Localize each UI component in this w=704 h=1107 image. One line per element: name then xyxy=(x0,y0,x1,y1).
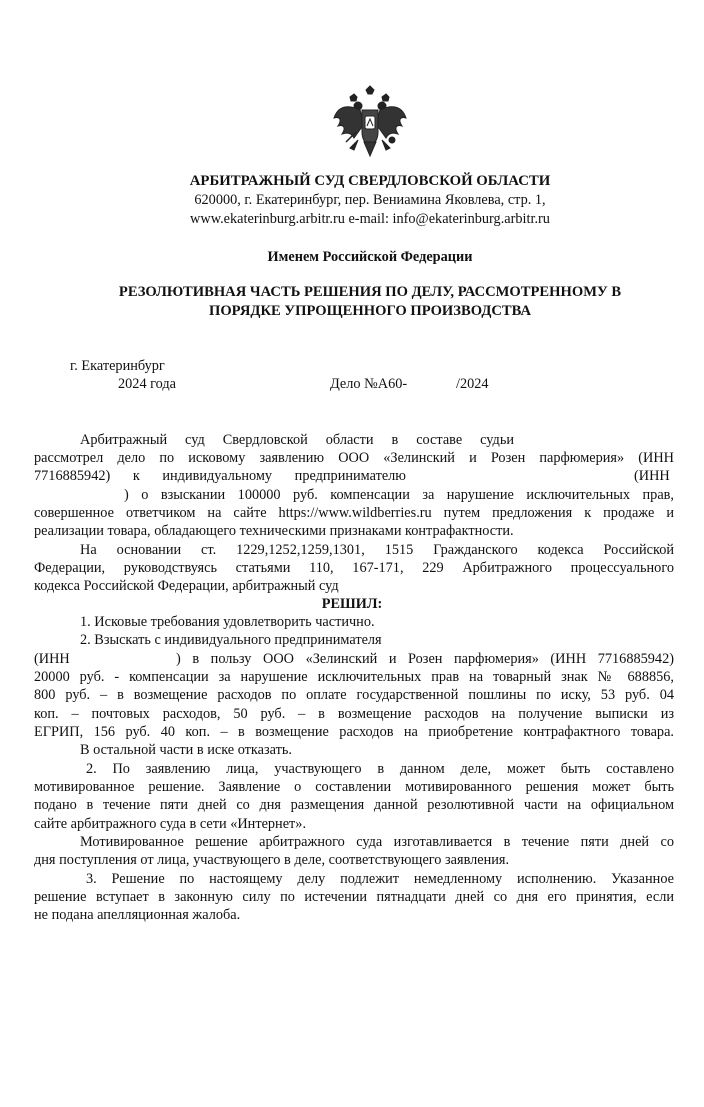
paragraph-line: ) в пользу ООО «Зелинский и Розен парфюмерия» (ИНН 7716885942) xyxy=(176,651,674,667)
court-contacts: www.ekaterinburg.arbitr.ru e-mail: info@ekaterinburg.arbitr.ru xyxy=(190,211,550,227)
decided-heading: РЕШИЛ: xyxy=(321,596,383,612)
decision-title-line1: РЕЗОЛЮТИВНАЯ ЧАСТЬ РЕШЕНИЯ ПО ДЕЛУ, РАССМОТРЕННОМУ В xyxy=(118,284,622,300)
paragraph-line: Мотивированное решение арбитражного суда изготавливается в течение пяти дней со xyxy=(80,834,674,850)
paragraph-line: 2. По заявлению лица, участвующего в данном деле, может быть составлено xyxy=(86,761,674,777)
paragraph-line: ЕГРИП, 156 руб. 40 коп. – в возмещение расходов на приобретение контрафактного товара. xyxy=(34,724,674,740)
paragraph-line: ) о взыскании 100000 руб. компенсации за нарушение исключительных прав, xyxy=(124,487,674,503)
paragraph-line: коп. – почтовых расходов, 50 руб. – в возмещение расходов на получение выписки из xyxy=(34,706,674,722)
in-name-of-federation: Именем Российской Федерации xyxy=(267,249,473,265)
list-item: 2. Взыскать с индивидуального предпринимателя xyxy=(80,632,382,648)
paragraph-line: кодекса Российской Федерации, арбитражный суд xyxy=(34,578,339,594)
decision-title-line2: ПОРЯДКЕ УПРОЩЕННОГО ПРОИЗВОДСТВА xyxy=(208,303,532,319)
paragraph-line: 20000 руб. - компенсации за нарушение исключительных прав на товарный знак № 688856, xyxy=(34,669,674,685)
paragraph-line: мотивированное решение. Заявление о составлении мотивированного решения может быть xyxy=(34,779,674,795)
case-number-suffix: /2024 xyxy=(456,376,489,392)
paragraph-line: решение вступает в законную силу по истечении пятнадцати дней со дня его принятия, если xyxy=(34,889,674,905)
paragraph-line: (ИНН xyxy=(634,468,670,484)
paragraph-line: 800 руб. – в возмещение расходов по оплате государственной пошлины по иску, 53 руб. 04 xyxy=(34,687,674,703)
paragraph-line: не подана апелляционная жалоба. xyxy=(34,907,241,923)
court-name: АРБИТРАЖНЫЙ СУД СВЕРДЛОВСКОЙ ОБЛАСТИ xyxy=(189,173,551,189)
coat-of-arms-emblem xyxy=(330,84,410,160)
court-address: 620000, г. Екатеринбург, пер. Вениамина Яковлева, стр. 1, xyxy=(194,192,546,208)
list-item: 1. Исковые требования удовлетворить частично. xyxy=(80,614,375,630)
paragraph-line: 3. Решение по настоящему делу подлежит немедленному исполнению. Указанное xyxy=(86,871,674,887)
paragraph-line: сайте арбитражного суда в сети «Интернет». xyxy=(34,816,307,832)
paragraph-line: совершенное ответчиком на сайте https://www.wildberries.ru путем предложения к продаже и xyxy=(34,505,674,521)
paragraph-line: рассмотрел дело по исковому заявлению ООО «Зелинский и Розен парфюмерия» (ИНН xyxy=(34,450,674,466)
paragraph-line: В остальной части в иске отказать. xyxy=(80,742,292,758)
paragraph-line: дня поступления от лица, участвующего в деле, соответствующего заявления. xyxy=(34,852,510,868)
paragraph-line: На основании ст. 1229,1252,1259,1301, 1515 Гражданского кодекса Российской xyxy=(80,542,674,558)
city: г. Екатеринбург xyxy=(70,358,165,374)
paragraph-line: Арбитражный суд Свердловской области в составе судьи xyxy=(80,432,514,448)
case-number-prefix: Дело №А60- xyxy=(330,376,408,392)
paragraph-line: Федерации, руководствуясь статьями 110, 167-171, 229 Арбитражного процессуального xyxy=(34,560,674,576)
paragraph-line: реализации товара, обладающего техническими признаками контрафактности. xyxy=(34,523,514,539)
paragraph-line: подано в течение пяти дней со дня размещения данной резолютивной части на официальном xyxy=(34,797,674,813)
decision-year: 2024 года xyxy=(118,376,177,392)
paragraph-line: (ИНН xyxy=(34,651,70,667)
paragraph-line: 7716885942) к индивидуальному предпринимателю xyxy=(34,468,406,484)
